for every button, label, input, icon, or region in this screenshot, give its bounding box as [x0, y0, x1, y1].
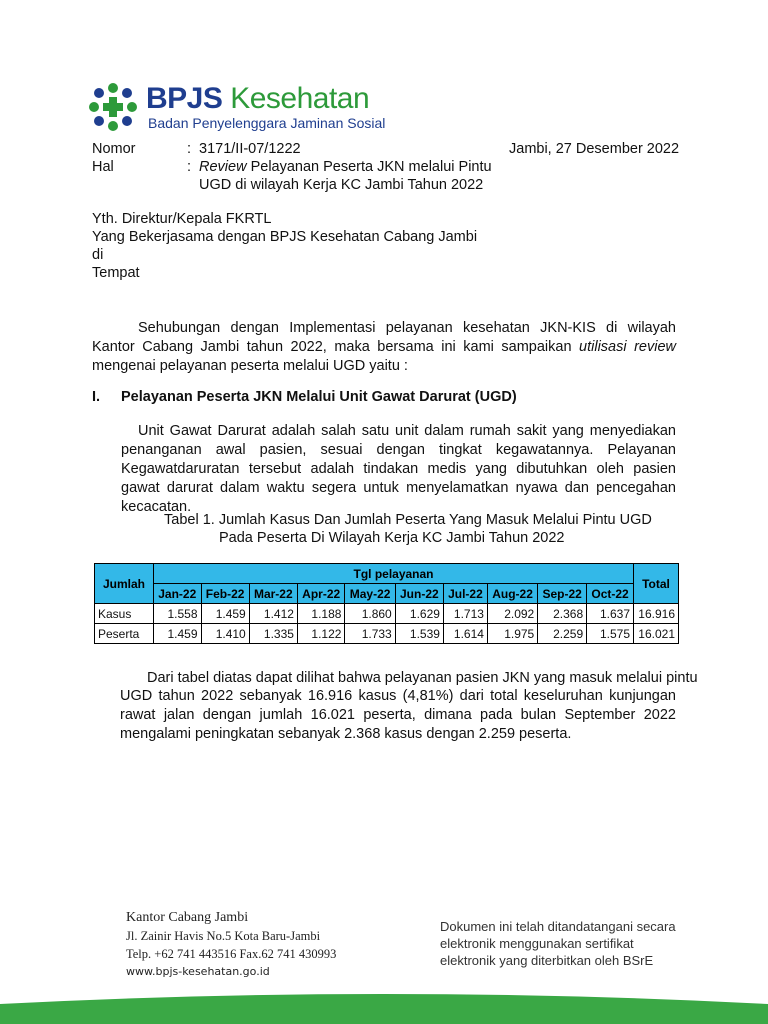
- recipient-line4: Tempat: [92, 265, 140, 281]
- hal-value-line2: UGD di wilayah Kerja KC Jambi Tahun 2022: [199, 177, 484, 193]
- recipient-line3: di: [92, 247, 104, 263]
- esign-notice: [440, 918, 700, 969]
- footer-green-bar: [0, 990, 768, 1024]
- brand-name: BPJS Kesehatan: [146, 82, 370, 115]
- month-header: Jul-22: [443, 584, 487, 604]
- esign-line2: elektronik menggunakan sertifikat: [440, 936, 634, 951]
- summary-rest: UGD tahun 2022 sebanyak 16.916 kasus (4,81%) dari total keseluruhan kunjungan rawat jalan dengan jumlah 16.021 peserta, dimana pada bulan September 2022 mengalami peningkatan sebanyak 2.368 kasus dengan 2.259 peserta.: [120, 688, 676, 742]
- header-tgl-pelayanan: Tgl pelayanan: [154, 564, 634, 584]
- place-date: Jambi, 27 Desember 2022: [509, 141, 680, 157]
- table-cell: 1.412: [249, 604, 297, 624]
- row-label: Peserta: [95, 624, 154, 644]
- row-label: Kasus: [95, 604, 154, 624]
- intro-paragraph: Sehubungan dengan Implementasi pelayanan kesehatan JKN-KIS di wilayah Kantor Cabang Jambi tahun 2022, maka bersama ini kami sampaikan utilisasi review mengenai pelayanan peserta melalui UGD yaitu :: [92, 320, 676, 374]
- table-cell: 1.335: [249, 624, 297, 644]
- summary-line1: Dari tabel diatas dapat dilihat bahwa pelayanan pasien JKN yang masuk melalui pintu: [147, 670, 698, 686]
- nomor-label: Nomor: [92, 141, 136, 157]
- nomor-colon: :: [187, 141, 192, 157]
- table-cell: 1.629: [395, 604, 443, 624]
- table-cell: 1.459: [154, 624, 202, 644]
- month-header: Oct-22: [587, 584, 634, 604]
- table-row: [95, 604, 679, 624]
- footer-address: [126, 908, 336, 981]
- footer-street: Jl. Zainir Havis No.5 Kota Baru-Jambi: [126, 929, 321, 943]
- table-cell: 1.410: [201, 624, 249, 644]
- table-caption-line1: Tabel 1. Jumlah Kasus Dan Jumlah Peserta Yang Masuk Melalui Pintu UGD: [164, 512, 652, 528]
- recipient-line2: Yang Bekerjasama dengan BPJS Kesehatan Cabang Jambi: [92, 229, 478, 245]
- section-number: I.: [92, 389, 101, 405]
- table-cell: 1.575: [587, 624, 634, 644]
- table-cell: 1.558: [154, 604, 202, 624]
- hal-colon: :: [187, 159, 192, 175]
- table-cell: 2.368: [538, 604, 587, 624]
- table-month-row: [95, 584, 679, 604]
- table-cell: 1.733: [345, 624, 395, 644]
- month-header: Jan-22: [154, 584, 202, 604]
- bpjs-logo-icon: [88, 82, 138, 132]
- table-cell: 2.092: [487, 604, 537, 624]
- brand-subtitle: Badan Penyelenggara Jaminan Sosial: [148, 115, 386, 131]
- month-header: Aug-22: [487, 584, 537, 604]
- bpjs-logo: [88, 80, 388, 140]
- esign-line1: Dokumen ini telah ditandatangani secara: [440, 919, 676, 934]
- row-total: 16.916: [634, 604, 679, 624]
- table-row: [95, 624, 679, 644]
- footer-office: Kantor Cabang Jambi: [126, 910, 249, 925]
- table-cell: 1.713: [443, 604, 487, 624]
- month-header: Feb-22: [201, 584, 249, 604]
- table-cell: 1.637: [587, 604, 634, 624]
- table-header-row: [95, 564, 679, 584]
- table-cell: 1.539: [395, 624, 443, 644]
- recipient-line1: Yth. Direktur/Kepala FKRTL: [92, 211, 272, 227]
- table-cell: 1.975: [487, 624, 537, 644]
- month-header: Sep-22: [538, 584, 587, 604]
- table-cell: 1.188: [297, 604, 345, 624]
- month-header: Jun-22: [395, 584, 443, 604]
- nomor-value: 3171/II-07/1222: [199, 141, 301, 157]
- month-header: Mar-22: [249, 584, 297, 604]
- hal-value-line1: Review Pelayanan Peserta JKN melalui Pintu: [199, 159, 492, 175]
- section-paragraph: Unit Gawat Darurat adalah salah satu unit dalam rumah sakit yang menyediakan penanganan awal pasien, sesuai dengan tingkat kegawatannya. Pelayanan Kegawatdaruratan tersebut adalah tindakan medis yang dibutuhkan oleh pasien gawat darurat dalam waktu segera untuk menyelamatkan nyawa dan pencegahan kecacatan.: [121, 423, 676, 515]
- esign-line3: elektronik yang diterbitkan oleh BSrE: [440, 953, 654, 968]
- row-total: 16.021: [634, 624, 679, 644]
- header-jumlah: Jumlah: [95, 564, 154, 604]
- footer-phone: Telp. +62 741 443516 Fax.62 741 430993: [126, 947, 337, 961]
- hal-label: Hal: [92, 159, 114, 175]
- month-header: Apr-22: [297, 584, 345, 604]
- footer-web: www.bpjs-kesehatan.go.id: [126, 965, 270, 978]
- table-cell: 1.459: [201, 604, 249, 624]
- table-cell: 2.259: [538, 624, 587, 644]
- header-total: Total: [634, 564, 679, 604]
- table-caption-line2: Pada Peserta Di Wilayah Kerja KC Jambi Tahun 2022: [219, 530, 565, 546]
- section-title: Pelayanan Peserta JKN Melalui Unit Gawat Darurat (UGD): [121, 389, 517, 405]
- ugd-table: [94, 563, 679, 644]
- table-cell: 1.860: [345, 604, 395, 624]
- table-cell: 1.614: [443, 624, 487, 644]
- table-cell: 1.122: [297, 624, 345, 644]
- month-header: May-22: [345, 584, 395, 604]
